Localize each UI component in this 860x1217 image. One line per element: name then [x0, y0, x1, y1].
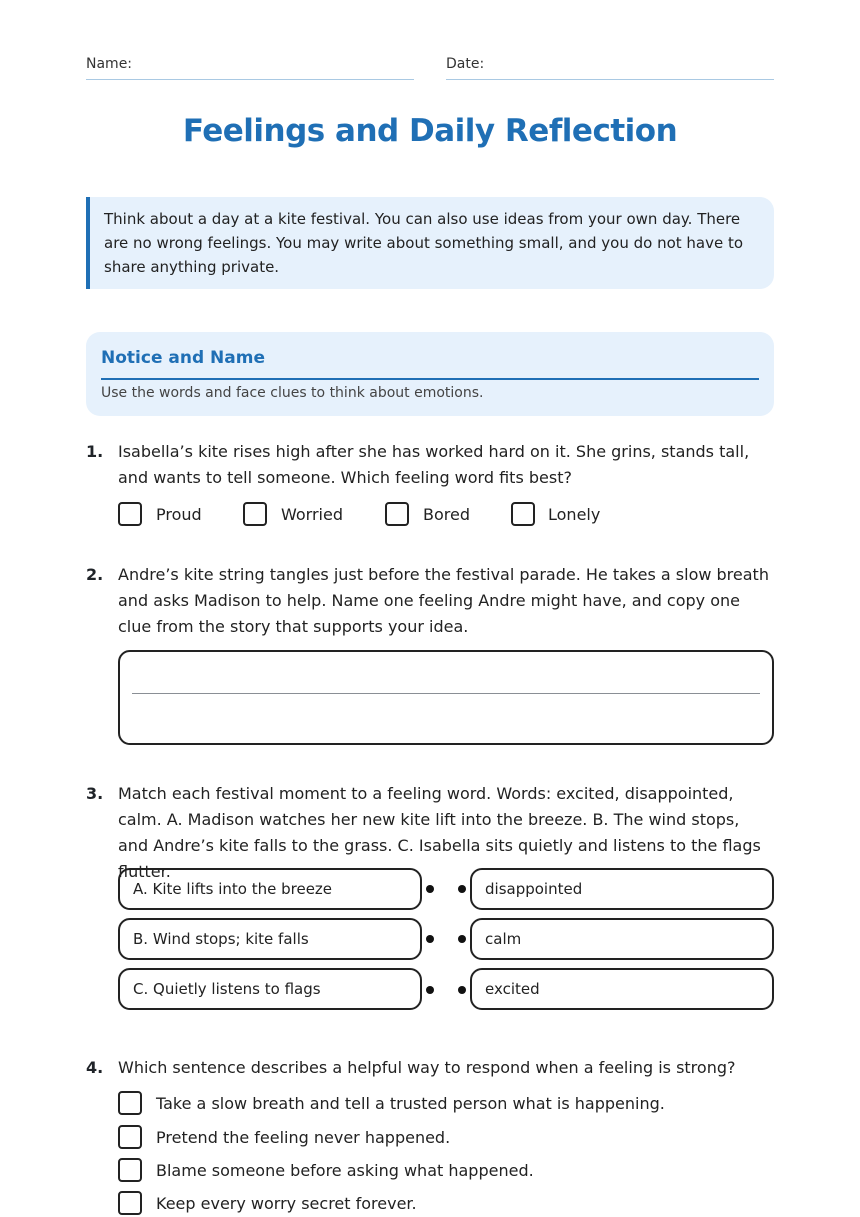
match-left-b[interactable]: B. Wind stops; kite falls	[118, 918, 422, 960]
checkbox-worried[interactable]	[243, 502, 267, 526]
writing-line	[132, 693, 760, 694]
question-2	[86, 562, 774, 747]
checkbox-lonely[interactable]	[511, 502, 535, 526]
question-number: 4.	[86, 1058, 104, 1077]
checkbox-proud[interactable]	[118, 502, 142, 526]
question-number: 2.	[86, 565, 104, 584]
option-label: Take a slow breath and tell a trusted person what is happening.	[156, 1094, 665, 1113]
question-1	[86, 439, 774, 539]
question-text: Which sentence describes a helpful way to respond when a feeling is strong?	[118, 1058, 736, 1077]
match-left-a[interactable]: A. Kite lifts into the breeze	[118, 868, 422, 910]
question-text: Match each festival moment to a feeling word. Words: excited, disappointed, calm. A. Madison watches her new kite lift into the breeze. B. The wind stops, and Andre’s kite falls to the grass. C. Isabella sits quietly and listens to the flags flutter.	[118, 784, 761, 881]
option-label: Pretend the feeling never happened.	[156, 1128, 451, 1147]
question-number: 1.	[86, 442, 104, 461]
section-subtitle: Use the words and face clues to think about emotions.	[101, 385, 484, 401]
match-dot-left[interactable]	[426, 986, 434, 994]
date-field[interactable]	[446, 54, 774, 80]
question-3	[86, 781, 774, 1016]
option-label: Bored	[423, 505, 470, 524]
section-header	[86, 332, 774, 416]
match-dot-right[interactable]	[458, 986, 466, 994]
header-fields	[86, 54, 774, 80]
name-field[interactable]	[86, 54, 414, 80]
option-label: Worried	[281, 505, 343, 524]
page-title: Feelings and Daily Reflection	[182, 113, 678, 149]
match-dot-left[interactable]	[426, 885, 434, 893]
option-label: Keep every worry secret forever.	[156, 1194, 417, 1213]
match-dot-right[interactable]	[458, 885, 466, 893]
date-label: Date:	[446, 56, 485, 72]
option-label: Lonely	[548, 505, 601, 524]
match-dot-left[interactable]	[426, 935, 434, 943]
answer-box[interactable]	[118, 650, 774, 745]
match-right-3[interactable]: excited	[470, 968, 774, 1010]
option-label: Blame someone before asking what happened.	[156, 1161, 534, 1180]
checkbox-option-b[interactable]	[118, 1125, 142, 1149]
question-text: Isabella’s kite rises high after she has worked hard on it. She grins, stands tall, and wants to tell someone. Which feeling word fits best?	[118, 442, 750, 487]
match-dot-right[interactable]	[458, 935, 466, 943]
question-number: 3.	[86, 784, 104, 803]
option-label: Proud	[156, 505, 202, 524]
intro-callout: Think about a day at a kite festival. You can also use ideas from your own day. There are no wrong feelings. You may write about something small, and you do not have to share anything private.	[86, 197, 774, 289]
section-title: Notice and Name	[101, 348, 759, 380]
checkbox-option-a[interactable]	[118, 1091, 142, 1115]
question-4	[86, 1055, 774, 1216]
name-label: Name:	[86, 56, 133, 72]
checkbox-option-d[interactable]	[118, 1191, 142, 1215]
checkbox-bored[interactable]	[385, 502, 409, 526]
match-right-1[interactable]: disappointed	[470, 868, 774, 910]
match-right-2[interactable]: calm	[470, 918, 774, 960]
match-left-c[interactable]: C. Quietly listens to flags	[118, 968, 422, 1010]
question-text: Andre’s kite string tangles just before the festival parade. He takes a slow breath and asks Madison to help. Name one feeling Andre might have, and copy one clue from the story that supports your idea.	[118, 565, 769, 636]
checkbox-option-c[interactable]	[118, 1158, 142, 1182]
